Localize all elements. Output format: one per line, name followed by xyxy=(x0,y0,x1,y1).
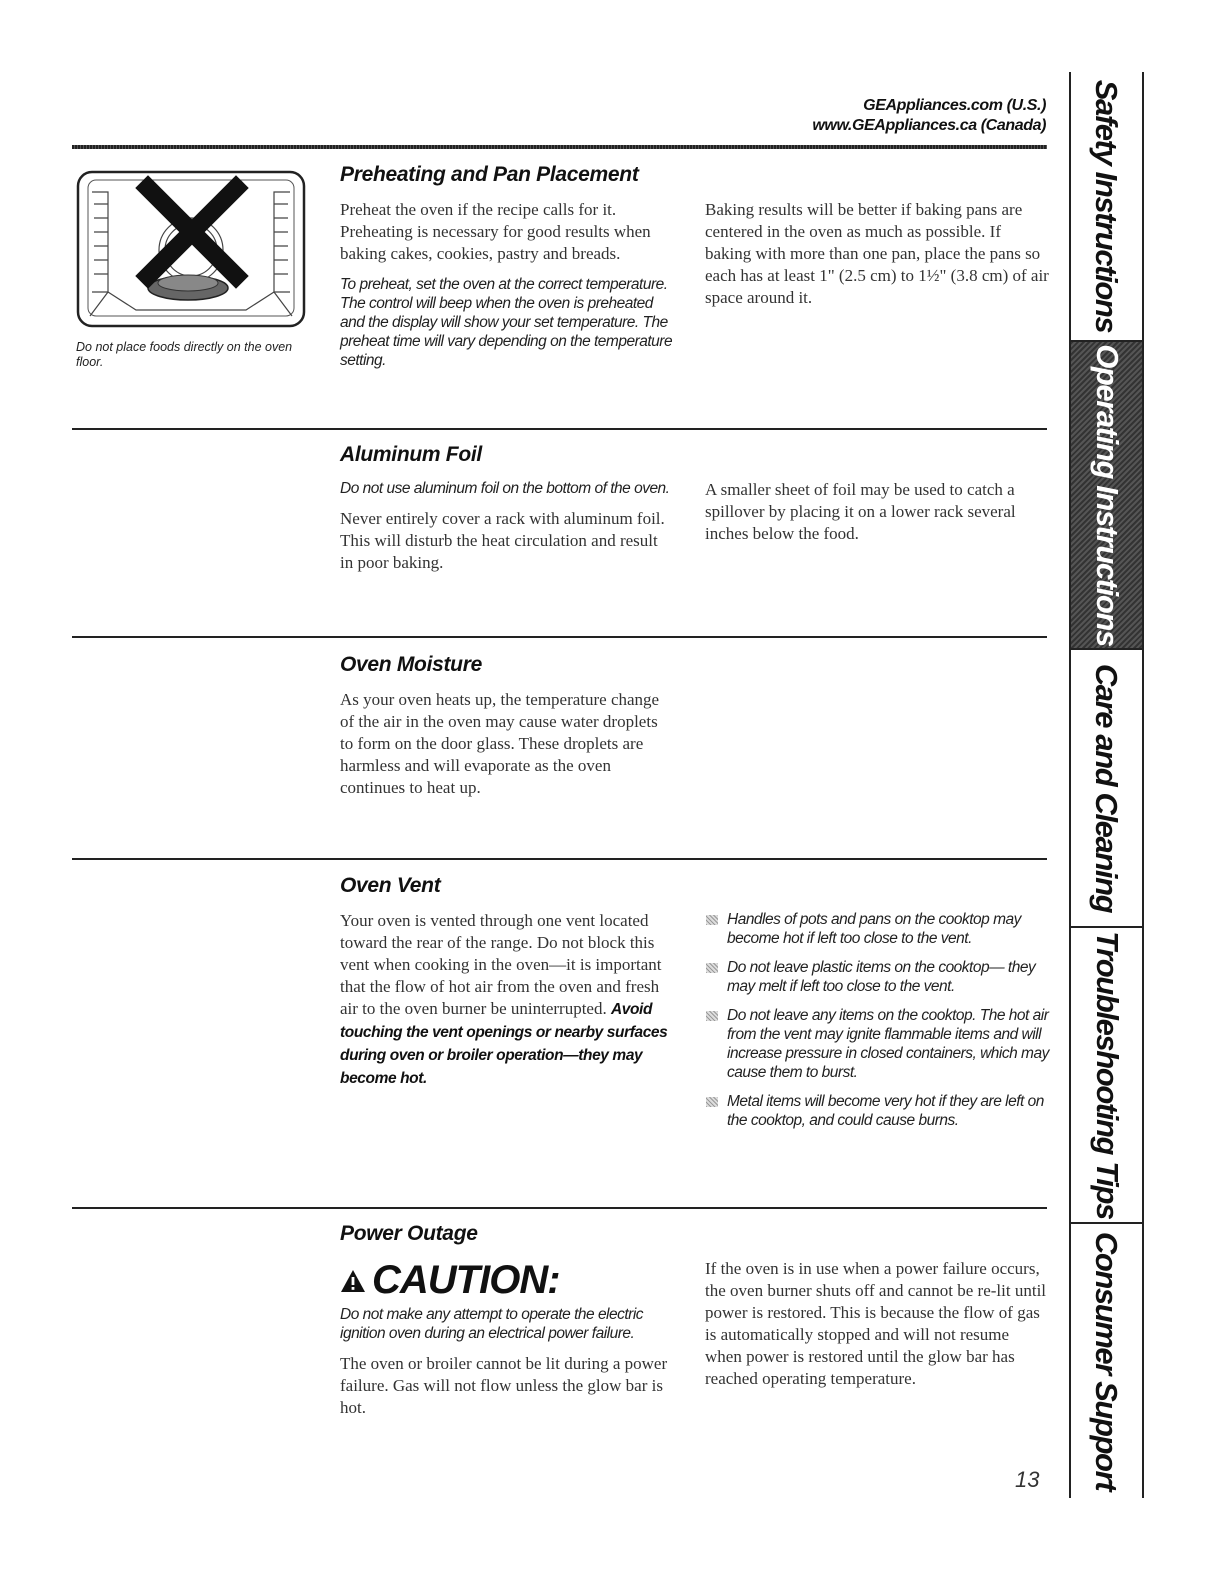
italic-note: Do not use aluminum foil on the bottom of the oven. xyxy=(340,480,670,497)
page-header xyxy=(812,96,1046,136)
section-power-outage xyxy=(340,1222,1050,1429)
vent-text: Your oven is vented through one vent located toward the rear of the range. Do not block this vent when cooking in the oven—it is important that the flow of hot air from the oven and fresh air to the oven burner be uninterrupted. xyxy=(340,911,662,1018)
paragraph: A smaller sheet of foil may be used to catch a spillover by placing it on a lower rack several inches below the food. xyxy=(705,480,1016,543)
bullet-note: Do not leave any items on the cooktop. The hot air from the vent may ignite flammable items and will increase pressure in closed containers, which may cause them to burst. xyxy=(705,1006,1050,1082)
website-us[interactable]: GEAppliances.com (U.S.) xyxy=(863,97,1046,114)
section-oven-vent xyxy=(340,874,1050,1140)
section-divider xyxy=(72,858,1047,860)
section-oven-moisture xyxy=(340,653,1050,809)
header-rule xyxy=(72,145,1047,149)
section-aluminum-foil xyxy=(340,443,1050,584)
tab-consumer-support[interactable]: Consumer Support xyxy=(1089,1231,1125,1491)
paragraph: Baking results will be better if baking pans are centered in the oven as much as possible. If baking with more than one pan, place the pans so each has at least 1" (2.5 cm) to 1½" (3.8 cm) of air space around it. xyxy=(705,200,1049,307)
paragraph: As your oven heats up, the temperature change of the air in the oven may cause water droplets to form on the door glass. These droplets are harmless and will evaporate as the oven continues to heat up. xyxy=(340,690,660,797)
tab-care-and-cleaning[interactable]: Care and Cleaning xyxy=(1071,650,1142,928)
page-number: 13 xyxy=(1015,1467,1040,1492)
tab-operating-instructions[interactable]: Operating Instructions xyxy=(1071,342,1142,650)
tab-troubleshooting-tips[interactable]: Troubleshooting Tips xyxy=(1071,928,1142,1224)
caution-text: Do not make any attempt to operate the electric ignition oven during an electrical power failure. xyxy=(340,1306,644,1342)
paragraph xyxy=(340,910,675,1090)
caution-notice xyxy=(340,1258,675,1303)
website-canada[interactable]: www.GEAppliances.ca (Canada) xyxy=(812,117,1046,134)
section-title: Oven Vent xyxy=(340,874,441,897)
section-preheating xyxy=(340,163,1050,380)
warning-triangle-icon xyxy=(340,1268,366,1294)
section-tabs xyxy=(1069,72,1144,1498)
oven-floor-illustration xyxy=(76,170,306,330)
section-divider xyxy=(72,428,1047,430)
bullet-note: Metal items will become very hot if they are left on the cooktop, and could cause burns. xyxy=(705,1092,1050,1130)
paragraph: Preheat the oven if the recipe calls for it. Preheating is necessary for good results when baking cakes, cookies, pastry and breads. xyxy=(340,200,651,263)
paragraph: Never entirely cover a rack with aluminum foil. This will disturb the heat circulation and result in poor baking. xyxy=(340,509,665,572)
bullet-note: Do not leave plastic items on the cooktop— they may melt if left too close to the vent. xyxy=(705,958,1050,996)
caution-label: CAUTION: xyxy=(372,1258,560,1302)
figure-caption: Do not place foods directly on the oven floor. xyxy=(76,340,293,369)
tab-safety-instructions[interactable]: Safety Instructions xyxy=(1071,72,1142,342)
section-title: Aluminum Foil xyxy=(340,443,482,466)
section-title: Oven Moisture xyxy=(340,653,482,676)
section-divider xyxy=(72,636,1047,638)
vent-warning: Avoid touching the vent openings or nearby surfaces during oven or broiler operation—they may become hot. xyxy=(340,1001,668,1087)
section-divider xyxy=(72,1207,1047,1209)
section-title: Preheating and Pan Placement xyxy=(340,163,639,186)
paragraph: If the oven is in use when a power failure occurs, the oven burner shuts off and cannot be re-lit until power is restored. This is because the flow of gas is automatically stopped and will not resume when power is restored until the glow bar has reached operating temperature. xyxy=(705,1259,1047,1388)
italic-note: To preheat, set the oven at the correct temperature. The control will beep when the oven is preheated and the display will show your set temperature. The preheat time will vary depending on the temperature setting. xyxy=(340,276,673,369)
bullet-note: Handles of pots and pans on the cooktop may become hot if left too close to the vent. xyxy=(705,910,1050,948)
paragraph: The oven or broiler cannot be lit during a power failure. Gas will not flow unless the glow bar is hot. xyxy=(340,1354,668,1417)
section-title: Power Outage xyxy=(340,1222,478,1245)
